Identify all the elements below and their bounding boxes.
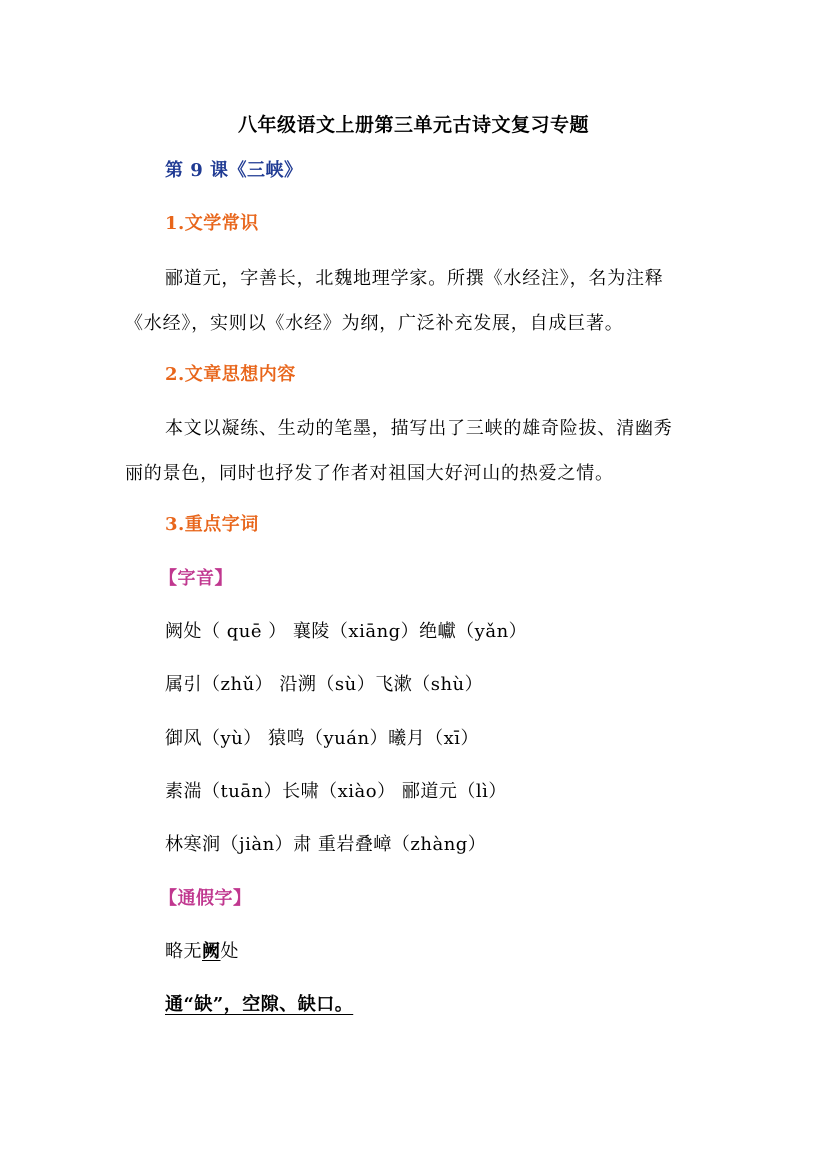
paragraph-line: 《水经》，实则以《水经》为纲，广泛补充发展，自成巨著。 [125,313,624,334]
section-heading-theme: 2.文章思想内容 [165,364,296,385]
section-heading-key-words: 3.重点字词 [165,514,259,535]
pronunciation-line: 御风（yù） 猿鸣（yuán）曦月（xī） [165,728,479,749]
page-title: 八年级语文上册第三单元古诗文复习专题 [237,114,589,136]
lesson-heading: 第 9 课《三峡》 [165,160,303,181]
pronunciation-label: 【字音】 [159,568,233,589]
pronunciation-line: 阙处（ quē ） 襄陵（xiāng）绝巘（yǎn） [165,621,528,642]
paragraph-line: 郦道元，字善长，北魏地理学家。所撰《水经注》，名为注释 [165,268,664,289]
tongjia-phrase [165,940,239,964]
tongjia-definition: 通“缺”，空隙、缺口。 [165,994,354,1015]
tongjia-phrase-post: 处 [220,941,239,962]
tongjia-character: 阙 [202,941,221,962]
section-heading-literary-knowledge: 1.文学常识 [165,213,259,234]
tongjia-label: 【通假字】 [159,888,252,909]
paragraph-line: 本文以凝练、生动的笔墨，描写出了三峡的雄奇险拔、清幽秀 [165,418,673,439]
tongjia-phrase-pre: 略无 [165,941,202,962]
pronunciation-line: 林寒涧（jiàn）肃 重岩叠嶂（zhàng） [165,834,487,855]
paragraph-line: 丽的景色，同时也抒发了作者对祖国大好河山的热爱之情。 [125,463,614,484]
pronunciation-line: 属引（zhǔ） 沿溯（sù）飞漱（shù） [165,674,484,695]
pronunciation-line: 素湍（tuān）长啸（xiào） 郦道元（lì） [165,781,507,802]
